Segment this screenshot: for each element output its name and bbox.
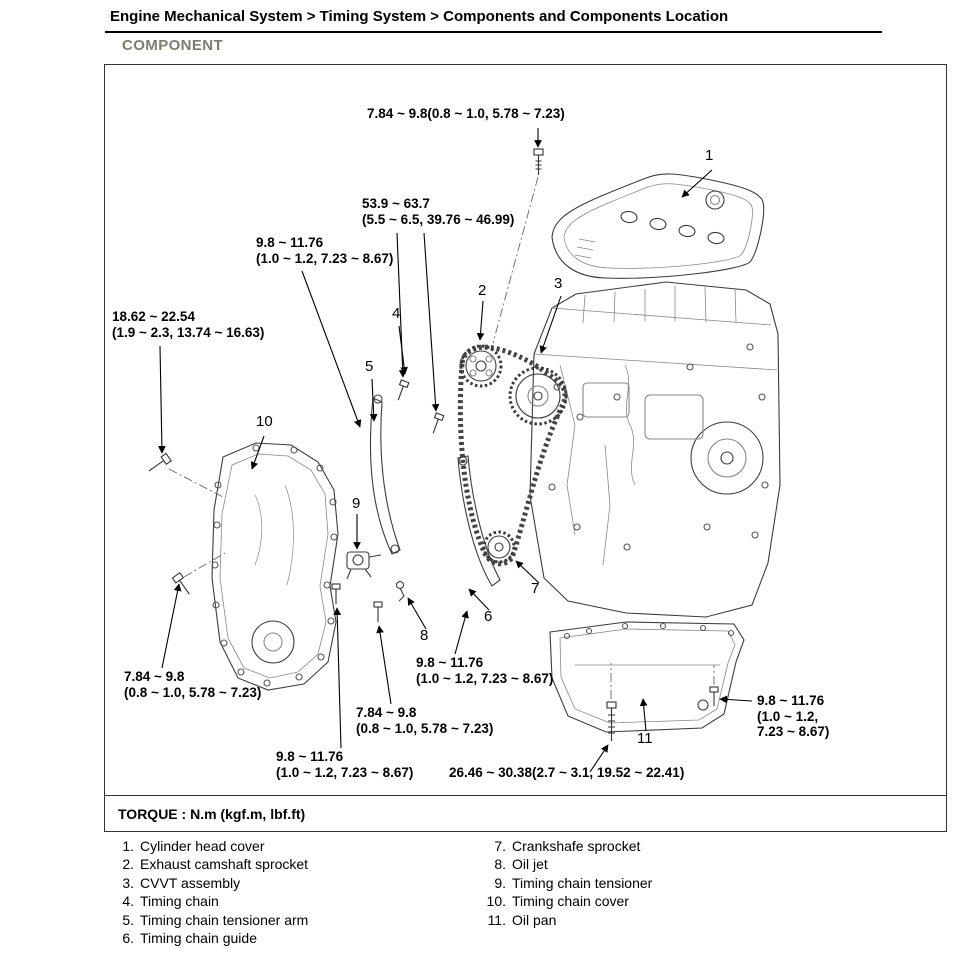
legend-num: 8. bbox=[494, 856, 506, 873]
chain-guide-art bbox=[458, 456, 500, 586]
legend-num: 5. bbox=[122, 911, 134, 928]
callout-oil-jet-bolt bbox=[356, 705, 493, 736]
section-title: COMPONENT bbox=[122, 37, 224, 54]
legend-text: Timing chain cover bbox=[512, 893, 629, 910]
legend-right-column bbox=[482, 837, 652, 929]
part-label-11: 11 bbox=[637, 730, 653, 747]
callout-line: (1.0 ~ 1.2, 7.23 ~ 8.67) bbox=[256, 250, 394, 266]
legend-num: 11. bbox=[487, 911, 506, 928]
callout-line: (5.5 ~ 6.5, 39.76 ~ 46.99) bbox=[362, 211, 515, 227]
crank-sprocket-art bbox=[484, 532, 514, 562]
part-label-3: 3 bbox=[554, 275, 563, 292]
legend-text: Timing chain guide bbox=[140, 930, 257, 947]
legend-item bbox=[110, 874, 308, 892]
callout-tensioner-arm-bolt bbox=[256, 235, 393, 266]
legend-num: 3. bbox=[122, 874, 134, 891]
callout-line: 9.8 ~ 11.76 bbox=[416, 655, 484, 670]
legend-item bbox=[482, 911, 652, 929]
callout-valve-cover-bolt bbox=[367, 106, 565, 122]
part-label-6: 6 bbox=[484, 608, 493, 625]
part-label-9: 9 bbox=[352, 495, 361, 512]
timing-chain-art bbox=[460, 347, 565, 564]
legend-text: Cylinder head cover bbox=[140, 838, 265, 854]
legend-num: 6. bbox=[122, 930, 134, 947]
timing-chain-cover-art bbox=[212, 443, 338, 690]
legend-item bbox=[110, 855, 308, 873]
callout-line: 9.8 ~ 11.76 bbox=[256, 235, 324, 250]
callout-line: 18.62 ~ 22.54 bbox=[112, 309, 195, 324]
part-label-7: 7 bbox=[531, 580, 540, 597]
legend-item bbox=[482, 892, 652, 910]
callout-line: 7.84 ~ 9.8(0.8 ~ 1.0, 5.78 ~ 7.23) bbox=[367, 106, 565, 121]
oil-pan-art bbox=[550, 622, 744, 732]
callout-chain-guide-bolt bbox=[416, 655, 553, 686]
legend-text: Oil jet bbox=[512, 856, 548, 873]
callout-line: (1.0 ~ 1.2, 7.23 ~ 8.67) bbox=[276, 764, 414, 780]
callout-cover-side-bolt bbox=[112, 309, 264, 340]
legend-text: Timing chain tensioner arm bbox=[140, 911, 309, 928]
callout-cover-lower-bolt bbox=[124, 669, 261, 700]
callout-tensioner-bolt bbox=[276, 749, 413, 780]
callout-line: 53.9 ~ 63.7 bbox=[362, 196, 430, 211]
callout-line: 9.8 ~ 11.76 bbox=[757, 693, 825, 708]
callout-line: 26.46 ~ 30.38(2.7 ~ 3.1, 19.52 ~ 22.41) bbox=[449, 765, 685, 780]
legend-item bbox=[110, 837, 308, 855]
breadcrumb: Engine Mechanical System > Timing System > Components and Components Location bbox=[105, 5, 882, 33]
part-label-4: 4 bbox=[392, 305, 401, 322]
legend-item bbox=[482, 874, 652, 892]
cvvt-assembly-art bbox=[510, 368, 566, 424]
callout-line: (0.8 ~ 1.0, 5.78 ~ 7.23) bbox=[356, 720, 494, 736]
part-label-8: 8 bbox=[420, 627, 429, 644]
callout-line: 7.84 ~ 9.8 bbox=[124, 669, 185, 684]
oil-jet-art bbox=[397, 582, 405, 602]
legend-item bbox=[110, 911, 308, 929]
legend-text: Crankshafe sprocket bbox=[512, 838, 641, 854]
bolts-art bbox=[146, 149, 718, 741]
callout-camshaft-sprocket-bolts bbox=[362, 196, 514, 227]
legend-text: Oil pan bbox=[512, 911, 557, 928]
valve-cover-art bbox=[552, 174, 764, 278]
part-label-2: 2 bbox=[478, 282, 487, 299]
callout-line: (1.0 ~ 1.2, bbox=[757, 708, 819, 724]
legend-text: Timing chain bbox=[140, 893, 219, 910]
legend-item bbox=[482, 837, 652, 855]
legend-num: 4. bbox=[122, 893, 134, 910]
legend-num: 1. bbox=[122, 838, 134, 854]
legend-text: Exhaust camshaft sprocket bbox=[140, 856, 309, 873]
part-label-10: 10 bbox=[256, 413, 273, 430]
chain-tensioner-art bbox=[347, 552, 381, 579]
callout-line: (0.8 ~ 1.0, 5.78 ~ 7.23) bbox=[124, 684, 262, 700]
legend-num: 10. bbox=[486, 893, 506, 910]
engine-block-art bbox=[530, 282, 780, 617]
tensioner-arm-art bbox=[370, 395, 400, 554]
legend-text: Timing chain tensioner bbox=[512, 874, 653, 891]
legend-item bbox=[482, 855, 652, 873]
legend-num: 2. bbox=[122, 856, 134, 873]
callout-crankshaft-bolt bbox=[449, 765, 684, 781]
legend-item bbox=[110, 929, 308, 947]
callout-line: (1.9 ~ 2.3, 13.74 ~ 16.63) bbox=[112, 324, 265, 340]
torque-units-note: TORQUE : N.m (kgf.m, lbf.ft) bbox=[105, 795, 946, 831]
legend-num: 7. bbox=[494, 838, 506, 854]
exhaust-cam-sprocket-art bbox=[461, 346, 501, 386]
callout-oil-pan-bolt bbox=[757, 693, 829, 740]
legend-num: 9. bbox=[494, 874, 506, 891]
legend-item bbox=[110, 892, 308, 910]
center-axes bbox=[169, 177, 714, 699]
part-label-1: 1 bbox=[705, 147, 714, 164]
callout-line: 7.84 ~ 9.8 bbox=[356, 705, 417, 720]
part-label-5: 5 bbox=[365, 358, 374, 375]
legend-left-column bbox=[110, 837, 308, 947]
callout-line: (1.0 ~ 1.2, 7.23 ~ 8.67) bbox=[416, 670, 554, 686]
legend-text: CVVT assembly bbox=[140, 874, 241, 891]
callout-line: 7.23 ~ 8.67) bbox=[757, 724, 830, 739]
callout-line: 9.8 ~ 11.76 bbox=[276, 749, 344, 764]
